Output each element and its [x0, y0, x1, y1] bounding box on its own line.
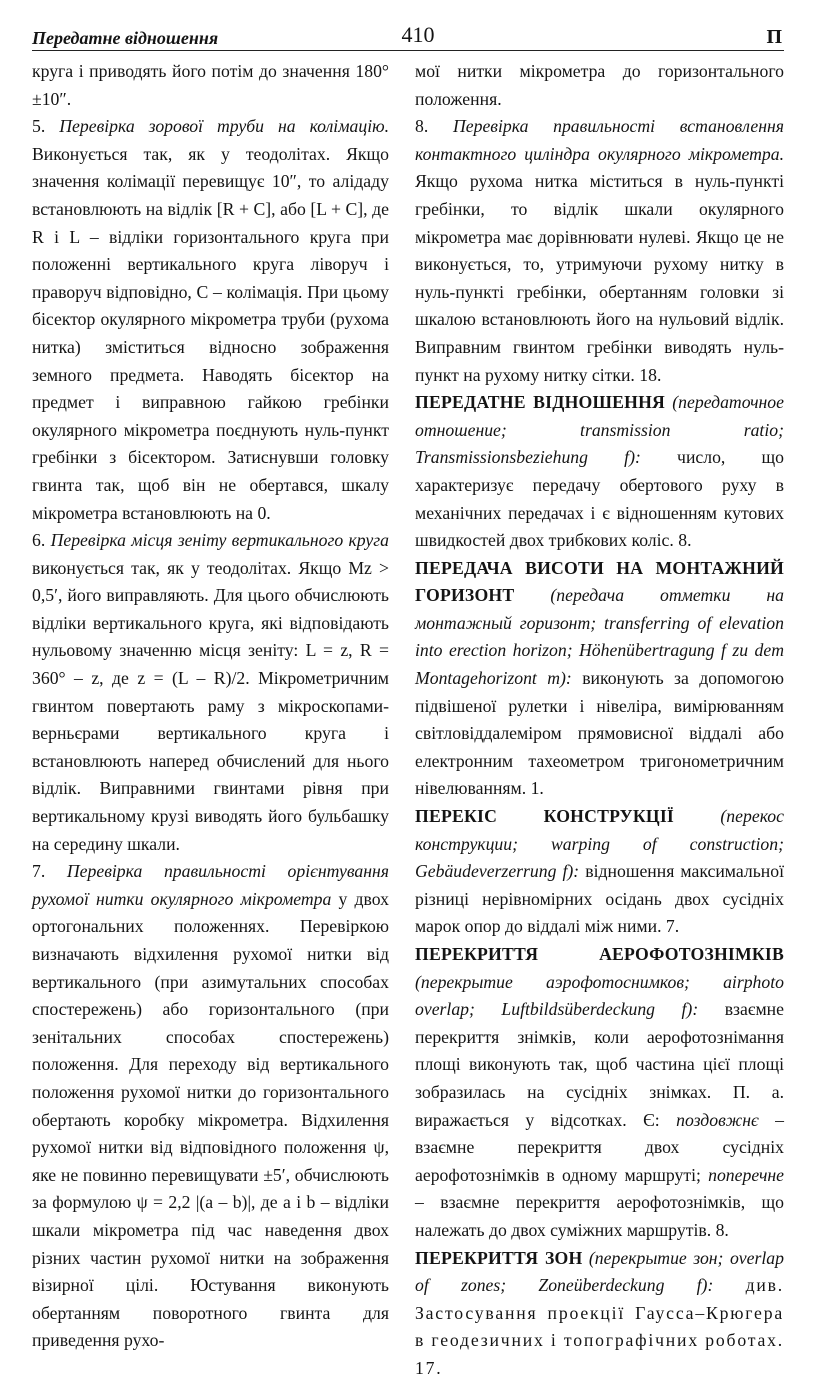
entry-definition: число, що характеризує передачу обертового руху в механічних передачах і є відношенням кутових швидкостей двох трибкових коліс. 8.: [415, 447, 784, 551]
check-item-6: [32, 527, 389, 858]
page-header: [32, 20, 784, 54]
check-item-5: [32, 113, 389, 527]
item-text: у двох ортогональних положеннях. Перевіркою визначають відхилення рухомої нитки від вертикального (при азимутальних способах спостережень) або горизонтального (при зенітальних способах спостережень) положення. Для переходу від вертикального положення рухомої нитки до горизонтального обертають коробку мікрометра. Відхилення рухомої нитки від відповідного положення ψ, яке не повинно перевищувати ±5′, обчислюють за формулою ψ = 2,2 |(a – b)|, де a і b – відліки шкали мікрометра під час наведення двох різних частин рухомої нитки на зображення візирної цілі. Юстування виконують обертанням поворотного гвинта для приведення рухо-: [32, 888, 389, 1351]
entry-subterm: поздовжнє: [676, 1109, 759, 1130]
entry-translations: (перекос конструкции; warping of construction; Gebäudeverzerrung f):: [415, 806, 784, 882]
entry-definition: виконують за допомогою підвішеної рулетки і нівеліра, вимірюванням світловіддалеміром прямовисної віддалі або електронним тахеометром тригонометричним нівелюванням. 1.: [415, 668, 784, 799]
section-letter: П: [766, 26, 782, 48]
right-column: [415, 58, 784, 1383]
entry-subdefinition: – взаємне перекриття аерофотознімків, що належать до двох суміжних маршрутів. 8.: [415, 1192, 784, 1240]
entry-perekryttia-aerofotoznimkiv: [415, 941, 784, 1245]
entry-subterm: поперечне: [708, 1164, 785, 1185]
item-number: 8.: [415, 116, 429, 137]
entry-headword: ПЕРЕКІС КОНСТРУКЦІЇ: [415, 806, 675, 827]
header-rule: [32, 50, 784, 51]
entry-subdefinition: – взаємне перекриття двох сусідніх аерофотознімків в одному маршруті;: [415, 1109, 784, 1185]
entry-headword: ПЕРЕКРИТТЯ АЕРОФОТОЗНІМКІВ: [415, 944, 784, 964]
entry-perekis-konstruktsii: [415, 803, 784, 941]
entry-headword: ПЕРЕКРИТТЯ ЗОН: [415, 1247, 583, 1268]
item-text: Виконується так, як у теодолітах. Якщо значення колімації перевищує 10″, то алідаду встановлюють на відлік [R + C], або [L + C], де R і L – відліки горизонтального круга при положенні вертикального круга ліворуч і праворуч відповідно, C – колімація. При цьому бісектор окулярного мікрометра труби (рухома нитка) зміститься відносно зображення земного предмета. Наводять бісектор на предмет і виправною гайкою гребінки окулярного мікрометра поєднують нуль-пункт гребінки з бісектором. Затиснувши головку гвинта так, щоб він не обертався, шкалу мікрометра встановлюють на 0.: [32, 143, 389, 523]
continued-paragraph: мої нитки мікрометра до горизонтального положення.: [415, 61, 784, 109]
entry-definition: взаємне перекриття знімків, коли аерофотознімання площі виконують так, щоб частина цієї площі зобразилась на сусідніх знімках. П. а. виражається у відсотках. Є:: [415, 999, 784, 1130]
item-text: Якщо рухома нитка міститься в нуль-пункті гребінки, то відлік шкали окулярного мікрометра має дорівнювати нулеві. Якщо це не виконується, то, утримуючи рухому нитку в нуль-пункті гребінки, обертанням головки зі шкалою встановлюють його на нульовий відлік. Виправним гвинтом гребінки виводять нуль-пункт на рухому нитку сітки. 18.: [415, 171, 784, 385]
item-number: 7.: [32, 861, 46, 882]
item-number: 6.: [32, 530, 46, 551]
entry-translations: (перекрытие зон; overlap of zones; Zoneüberdeckung f):: [415, 1247, 784, 1296]
entry-definition: відношення максимальної різниці нерівномірних осідань двох сусідніх марок опор до віддалі між ними. 7.: [415, 861, 784, 937]
entry-translations: (перекрытие аэрофотоснимков; airphoto overlap; Luftbildsüberdeckung f):: [415, 971, 784, 1020]
left-column: [32, 58, 389, 1355]
item-title: Перевірка місця зеніту вертикального круга: [50, 530, 389, 551]
check-item-7: [32, 858, 389, 1355]
item-title: Перевірка правильності встановлення контактного циліндра окулярного мікрометра.: [415, 116, 785, 164]
item-title: Перевірка зорової труби на колімацію.: [59, 116, 389, 137]
entry-peredatne-vidnoshennia: [415, 389, 784, 555]
entry-headword: ПЕРЕДАЧА ВИСОТИ НА МОНТАЖНИЙ ГОРИЗОНТ: [415, 557, 784, 606]
item-number: 5.: [32, 116, 46, 137]
check-item-8: [415, 113, 784, 389]
item-text: виконується так, як у теодолітах. Якщо Mz > 0,5′, його виправляють. Для цього обчислюють відліки вертикального круга, які відповідають нульовому значенню місця зеніту: L = z, R = 360° – z, де z = (L – R)/2. Мікрометричним гвинтом повертають раму з мікроскопами-верньєрами вертикального круга і встановлюють наперед обчислений для нього відлік. Виправними гвинтами рівня при вертикальному крузі виводять його бульбашку на середину шкали.: [32, 557, 389, 854]
running-title: Передатне відношення: [32, 28, 219, 48]
item-title: Перевірка правильності орієнтування рухомої нитки окулярного мікрометра: [32, 861, 389, 909]
entry-translations: (передаточное отношение; transmission ratio; Transmissionsbeziehung f):: [415, 392, 784, 468]
continued-paragraph: круга і приводять його потім до значення 180°±10″.: [32, 61, 389, 109]
entry-headword: ПЕРЕДАТНЕ ВІДНОШЕННЯ: [415, 392, 666, 413]
entry-peredacha-vysoty: [415, 555, 784, 803]
entry-definition: див. Застосування проекції Гаусса–Крюгера в геодезичних і топографічних роботах. 17.: [415, 1275, 785, 1378]
entry-perekryttia-zon: [415, 1245, 784, 1383]
entry-translations: (передача отметки на монтажный горизонт; transferring of elevation into erection horizon; Höhenübertragung f zu dem Montagehorizont m):: [415, 585, 784, 689]
page-number: 410: [401, 22, 435, 47]
